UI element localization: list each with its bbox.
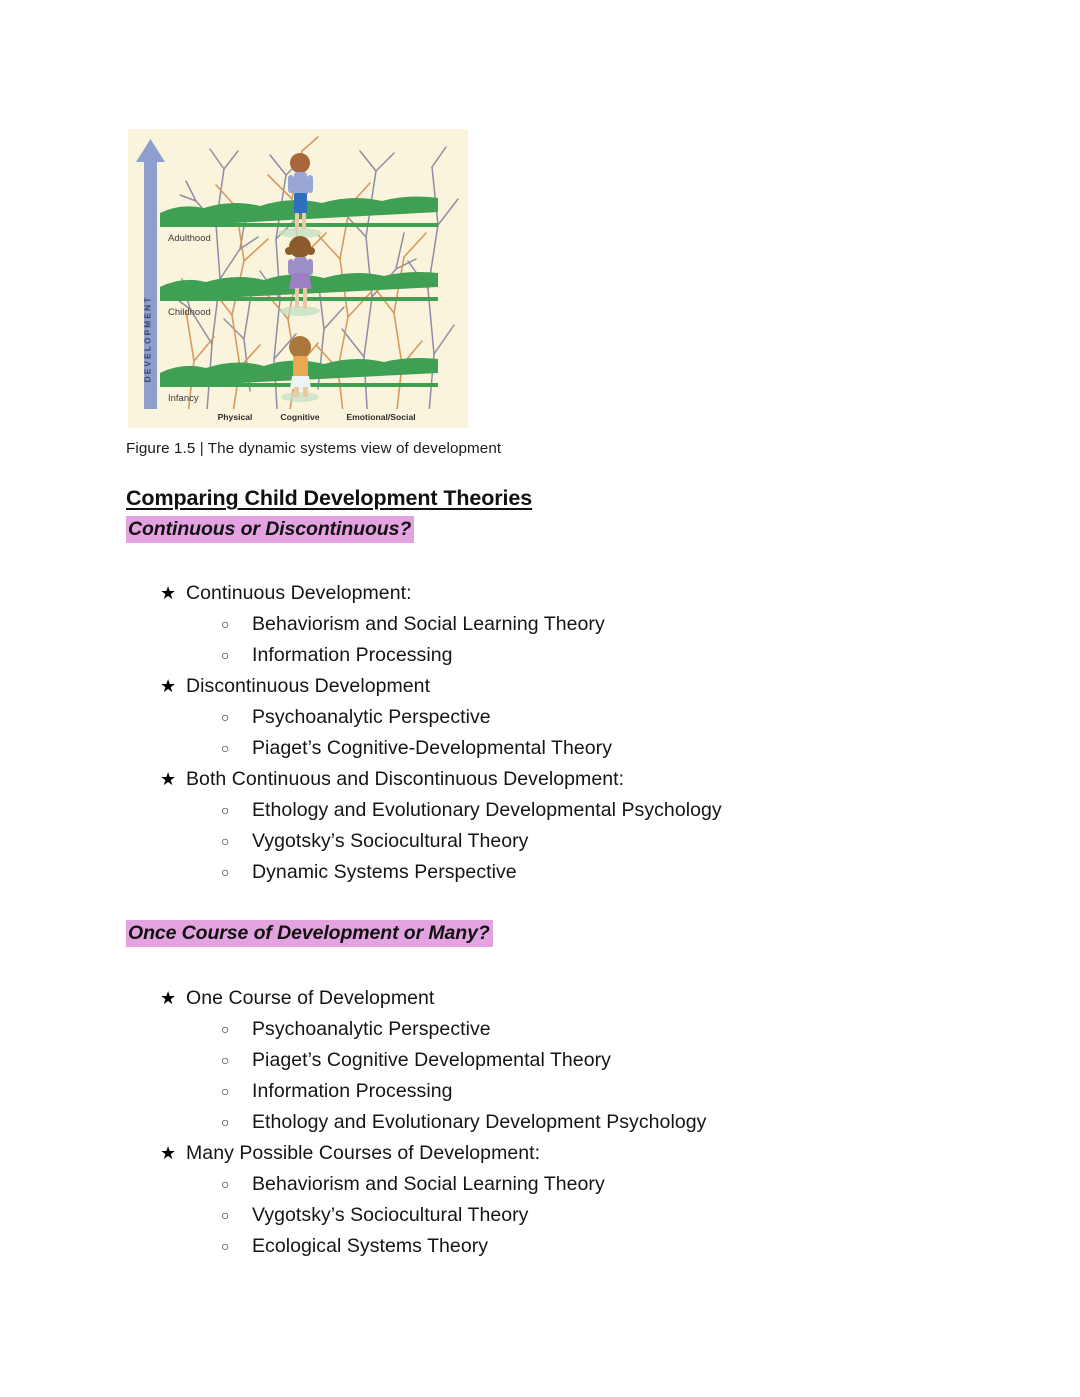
list-item-level1 [0,983,1080,1014]
highlight-span-2: Once Course of Development or Many? [126,920,493,947]
list-item-level1 [0,1138,1080,1169]
circle-bullet-icon: ○ [221,833,230,849]
list-item-level1 [0,764,1080,795]
list-item-label: Behaviorism and Social Learning Theory [252,1173,605,1195]
list-item-label: Discontinuous Development [186,675,431,697]
bullet-list-continuous-or-discontinuous [0,578,1080,888]
circle-bullet-icon: ○ [221,1207,230,1223]
list-item-level2 [0,1169,1080,1200]
list-item-label: Vygotsky’s Sociocultural Theory [252,830,529,852]
list-item-label: Psychoanalytic Perspective [252,706,491,728]
star-bullet-icon: ★ [160,1143,177,1163]
list-item-level2 [0,857,1080,888]
circle-bullet-icon: ○ [221,802,230,818]
list-item-label: Information Processing [252,1080,453,1102]
list-item-label: Piaget’s Cognitive-Developmental Theory [252,737,613,759]
figure-illustration [128,129,468,428]
circle-bullet-icon: ○ [221,616,230,632]
star-bullet-icon: ★ [160,583,177,603]
star-bullet-icon: ★ [160,988,177,1008]
circle-bullet-icon: ○ [221,1083,230,1099]
list-item-level2 [0,826,1080,857]
list-item-label: Psychoanalytic Perspective [252,1018,491,1040]
list-item-level2 [0,1014,1080,1045]
highlight-span-1: Continuous or Discontinuous? [126,516,414,543]
list-item-label: Dynamic Systems Perspective [252,861,517,883]
development-axis-label: DEVELOPMENT [142,295,153,383]
list-item-label: Ethology and Evolutionary Development Psychology [252,1111,707,1133]
list-item-level2 [0,702,1080,733]
list-item-label: Both Continuous and Discontinuous Development: [186,768,625,790]
circle-bullet-icon: ○ [221,1052,230,1068]
circle-bullet-icon: ○ [221,1021,230,1037]
star-bullet-icon: ★ [160,676,177,696]
circle-bullet-icon: ○ [221,647,230,663]
list-item-label: One Course of Development [186,987,435,1009]
list-item-label: Ethology and Evolutionary Developmental Psychology [252,799,722,821]
list-item-level1 [0,671,1080,702]
circle-bullet-icon: ○ [221,864,230,880]
list-item-level2 [0,640,1080,671]
bullet-list-one-course-or-many [0,983,1080,1262]
list-item-level2 [0,1045,1080,1076]
figure-canvas [128,129,468,428]
figure-label-childhood: Childhood [168,307,211,318]
circle-bullet-icon: ○ [221,1114,230,1130]
list-item-level2 [0,733,1080,764]
list-item-level2 [0,1076,1080,1107]
figure-label-infancy: Infancy [168,393,199,404]
list-item-label: Piaget’s Cognitive Developmental Theory [252,1049,611,1071]
figure-caption: Figure 1.5 | The dynamic systems view of development [126,440,502,457]
figure-label-emotional-social: Emotional/Social [346,412,416,422]
list-item-label: Ecological Systems Theory [252,1235,489,1257]
page-title-comparing-child-development-theories: Comparing Child Development Theories [126,486,533,510]
section-heading-continuous-or-discontinuous [126,518,414,541]
list-item-level1 [0,578,1080,609]
list-item-level2 [0,1107,1080,1138]
figure-label-adulthood: Adulthood [168,233,211,244]
figure-label-physical: Physical [217,412,253,422]
list-item-label: Vygotsky’s Sociocultural Theory [252,1204,529,1226]
list-item-level2 [0,795,1080,826]
figure-dynamic-systems-view [128,129,468,428]
circle-bullet-icon: ○ [221,1238,230,1254]
list-item-level2 [0,1231,1080,1262]
circle-bullet-icon: ○ [221,1176,230,1192]
circle-bullet-icon: ○ [221,740,230,756]
list-item-label: Many Possible Courses of Development: [186,1142,541,1164]
list-item-label: Information Processing [252,644,453,666]
list-item-level2 [0,609,1080,640]
list-item-label: Behaviorism and Social Learning Theory [252,613,605,635]
list-item-level2 [0,1200,1080,1231]
circle-bullet-icon: ○ [221,709,230,725]
figure-label-cognitive: Cognitive [280,412,320,422]
section-heading-one-course-or-many [126,922,493,945]
star-bullet-icon: ★ [160,769,177,789]
list-item-label: Continuous Development: [186,582,412,604]
